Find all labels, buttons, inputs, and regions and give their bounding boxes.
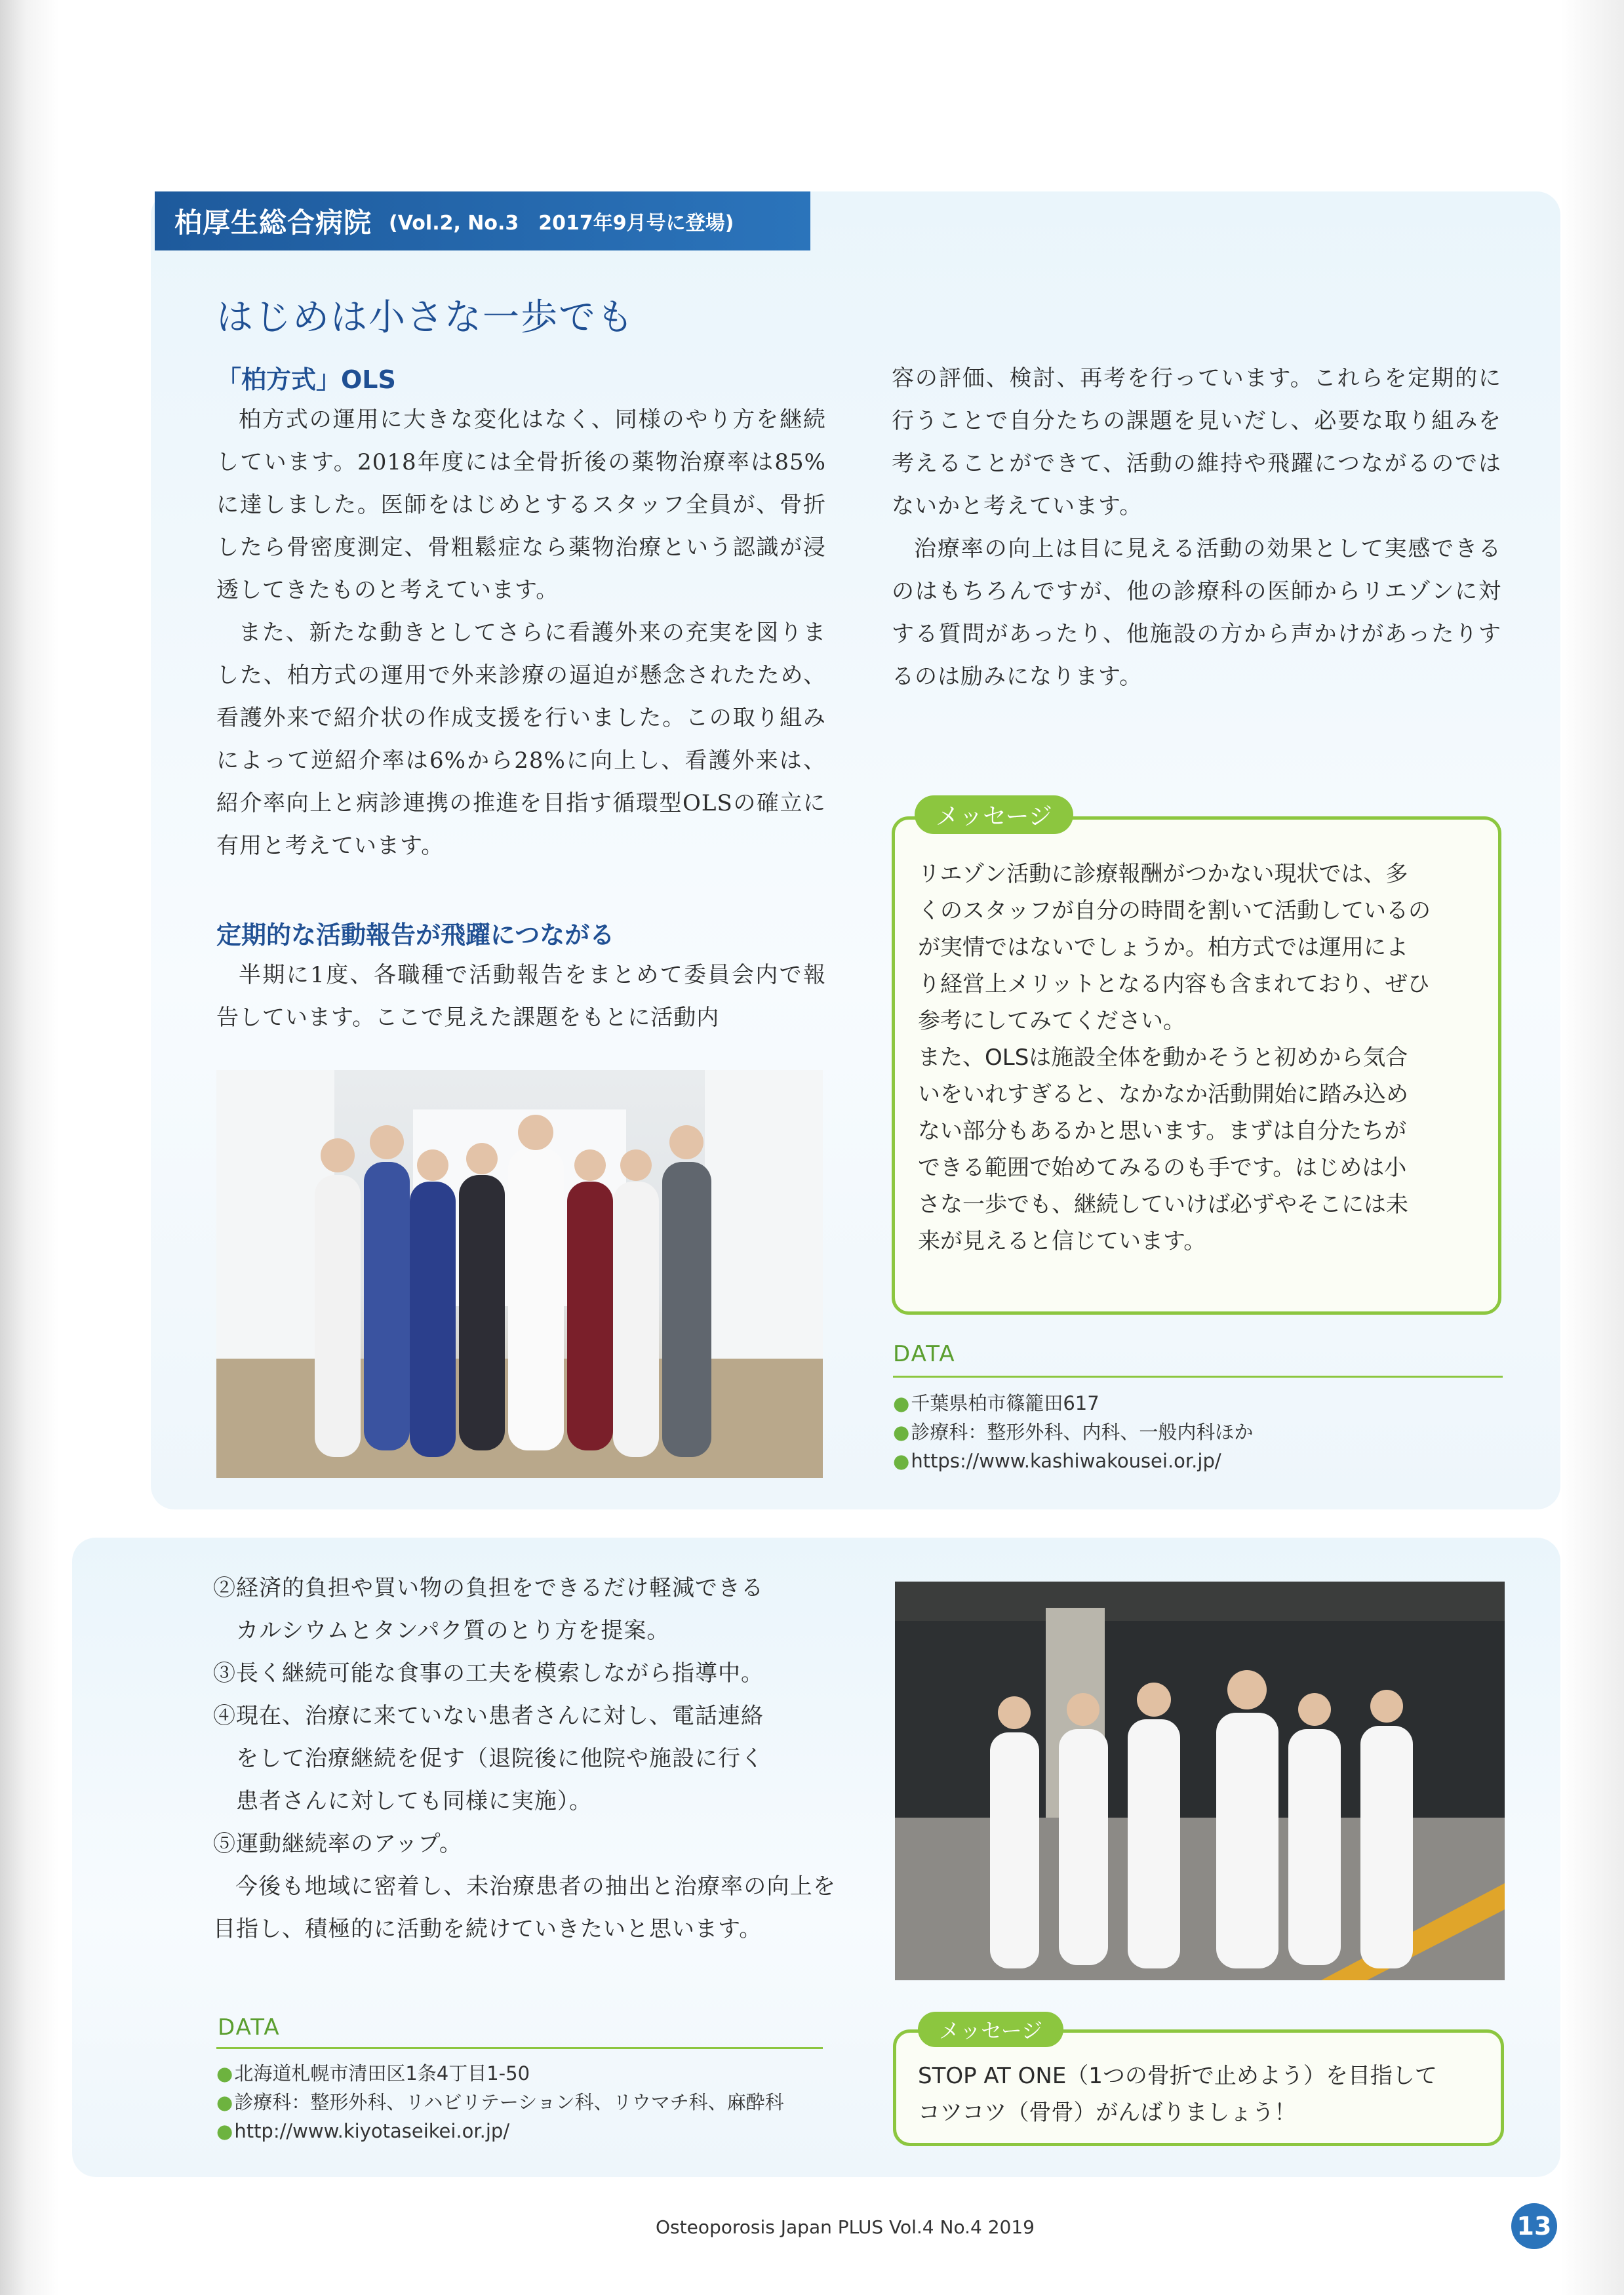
data-label-top: DATA <box>893 1341 956 1367</box>
data-website-link[interactable]: ● https://www.kashiwakousei.or.jp/ <box>893 1447 1503 1475</box>
section2-paragraph: 半期に1度、各職種で活動報告をまとめて委員会内で報告しています。ここで見えた課題をもとに活動内 <box>216 962 826 1031</box>
message-line: また、OLSは施設全体を動かそうと初めから気合 <box>918 1045 1408 1071</box>
hospital-header <box>155 191 810 250</box>
section1-heading: 「柏方式」OLS <box>216 365 396 394</box>
message-line: 来が見えると信じています。 <box>918 1228 1206 1254</box>
message-line: STOP AT ONE（1つの骨折で止めよう）を目指して <box>918 2063 1437 2089</box>
data-website-link[interactable]: ● http://www.kiyotaseikei.or.jp/ <box>216 2117 833 2145</box>
data-address: ● 千葉県柏市篠籠田617 <box>893 1389 1503 1418</box>
message-line: り経営上メリットとなる内容も含まれており、ぜひ <box>918 971 1430 997</box>
section2-body <box>216 954 826 1039</box>
right-column-paragraph: 治療率の向上は目に見える活動の効果として実感できるのはもちろんですが、他の診療科の医師からリエゾンに対する質問があったり、他施設の方から声かけがあったりするのは励みになります。 <box>892 536 1501 690</box>
page-number: 13 <box>1511 2203 1557 2249</box>
data-departments: ● 診療科：整形外科、リハビリテーション科、リウマチ科、麻酔科 <box>216 2088 833 2117</box>
message-line: 参考にしてみてください。 <box>918 1008 1185 1034</box>
data-divider-top <box>893 1376 1503 1378</box>
section1-paragraph: また、新たな動きとしてさらに看護外来の充実を図りました、柏方式の運用で外来診療の逼迫が懸念されたため、看護外来で紹介状の作成支援を行いました。この取り組みによって逆紹介率は6%から28%に向上し、看護外来は、紹介率向上と病診連携の推進を目指す循環型OLSの確立に有用と考えています。 <box>216 620 826 859</box>
message-tab-bottom: メッセージ <box>918 2012 1063 2047</box>
section1-paragraph: 柏方式の運用に大きな変化はなく、同様のやり方を継続しています。2018年度には全骨折後の薬物治療率は85%に達しました。医師をはじめとするスタッフ全員が、骨折したら骨密度測定、骨粗鬆症なら薬物治療という認識が浸透してきたものと考えています。 <box>216 407 826 603</box>
data-label-bottom: DATA <box>218 2014 281 2041</box>
bottom-closing-paragraph: 今後も地域に密着し、未治療患者の抽出と治療率の向上を目指し、積極的に活動を続けていきたいと思います。 <box>213 1873 836 1942</box>
data-divider-bottom <box>216 2047 823 2049</box>
data-address: ● 北海道札幌市清田区1条4丁目1-50 <box>216 2059 833 2088</box>
data-list-bottom <box>216 2059 833 2145</box>
right-column-body <box>892 357 1501 698</box>
bottom-list-item: 患者さんに対しても同様に実施）。 <box>213 1788 592 1814</box>
bottom-list-item: ④現在、治療に来ていない患者さんに対し、電話連絡 <box>213 1703 764 1729</box>
message-line: くのスタッフが自分の時間を割いて活動しているの <box>918 898 1431 924</box>
message-line: さな一歩でも、継続していけば必ずやそこには未 <box>918 1191 1408 1218</box>
message-line: できる範囲で始めてみるのも手です。はじめは小 <box>918 1155 1407 1181</box>
message-line: いをいれすぎると、なかなか活動開始に踏み込め <box>918 1081 1408 1108</box>
message-text-bottom <box>918 2058 1495 2131</box>
staff-photo-corridor <box>216 1070 823 1478</box>
data-list-top <box>893 1389 1503 1475</box>
bottom-list-item: カルシウムとタンパク質のとり方を提案。 <box>213 1618 670 1644</box>
article-title: はじめは小さな一歩でも <box>216 296 635 339</box>
bottom-list-item: ②経済的負担や買い物の負担をできるだけ軽減できる <box>213 1575 764 1601</box>
message-text-top <box>918 856 1488 1260</box>
section1-body <box>216 399 826 868</box>
message-line: ない部分もあるかと思います。まずは自分たちが <box>918 1118 1407 1144</box>
message-tab-top: メッセージ <box>915 795 1073 834</box>
hospital-name: 柏厚生総合病院 <box>174 207 372 239</box>
message-line: リエゾン活動に診療報酬がつかない現状では、多 <box>918 861 1408 887</box>
staff-photo-entrance <box>895 1582 1505 1980</box>
right-column-paragraph: 容の評価、検討、再考を行っています。これらを定期的に行うことで自分たちの課題を見いだし、必要な取り組みを考えることができて、活動の維持や飛躍につながるのではないかと考えています。 <box>892 365 1501 519</box>
message-line: が実情ではないでしょうか。柏方式では運用によ <box>918 934 1408 961</box>
message-line: コツコツ（骨骨）がんばりましょう！ <box>918 2100 1297 2126</box>
bottom-list-item: ③長く継続可能な食事の工夫を模索しながら指導中。 <box>213 1660 764 1686</box>
issue-reference: (Vol.2, No.3 2017年9月号に登場) <box>389 212 734 235</box>
section2-heading: 定期的な活動報告が飛躍につながる <box>216 921 615 949</box>
bottom-list-item: ⑤運動継続率のアップ。 <box>213 1831 462 1857</box>
bottom-section-body <box>213 1567 836 1951</box>
bottom-list-item: をして治療継続を促す（退院後に他院や施設に行く <box>213 1746 764 1772</box>
data-departments: ● 診療科：整形外科、内科、一般内科ほか <box>893 1418 1503 1447</box>
journal-footer: Osteoporosis Japan PLUS Vol.4 No.4 2019 <box>656 2216 1035 2238</box>
